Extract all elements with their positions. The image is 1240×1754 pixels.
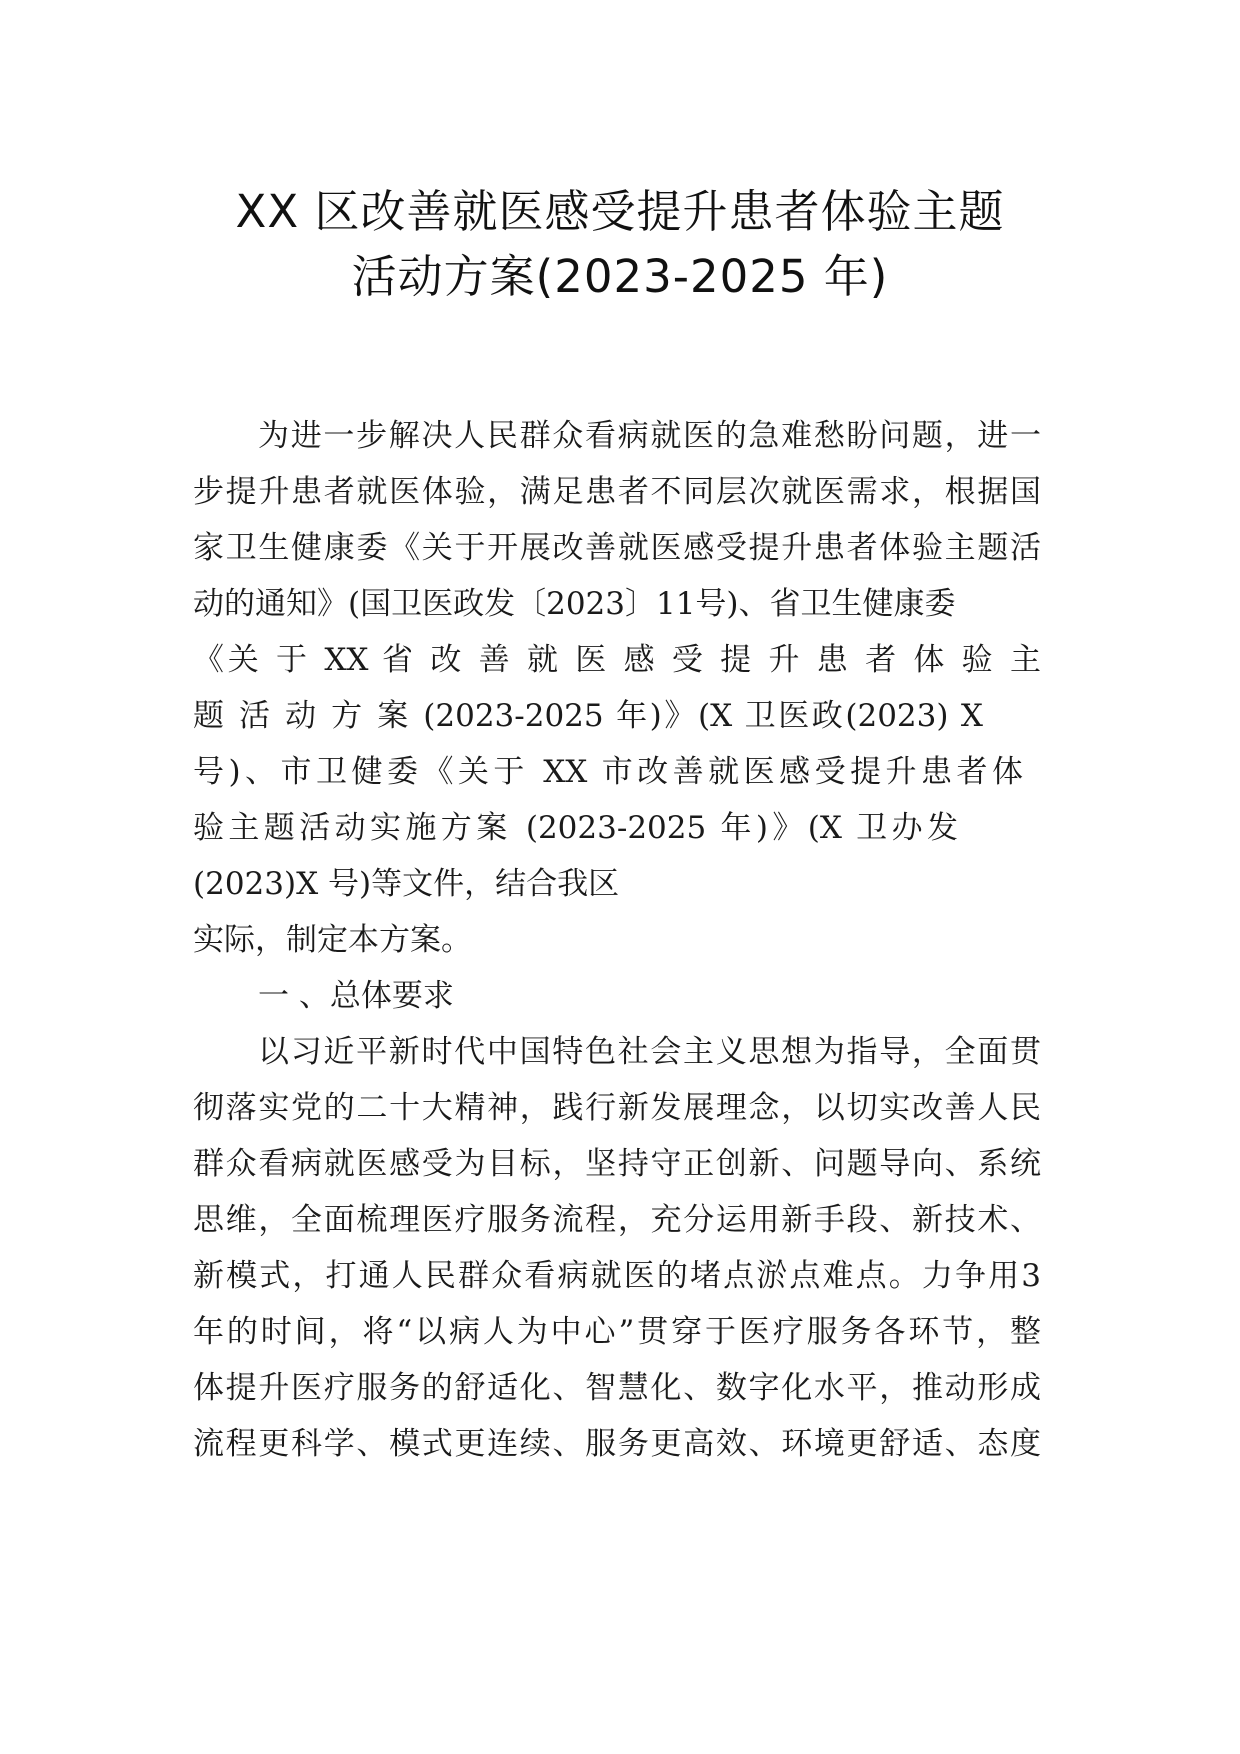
- paragraph-line: 思维，全面梳理医疗服务流程，充分运用新手段、新技术、: [193, 1202, 1041, 1238]
- paragraph-line: 流程更科学、模式更连续、服务更高效、环境更舒适、态度: [193, 1426, 1041, 1462]
- document-title-line-1: XX 区改善就医感受提升患者体验主题: [235, 185, 1005, 238]
- document-title-line-2: 活动方案(2023-2025 年): [351, 250, 889, 303]
- section-heading: 一 、总体要求: [258, 978, 454, 1014]
- paragraph-line: 彻落实党的二十大精神，践行新发展理念，以切实改善人民: [193, 1090, 1041, 1126]
- paragraph-line: (2023)X 号)等文件，结合我区: [193, 866, 620, 902]
- paragraph-line: 以习近平新时代中国特色社会主义思想为指导，全面贯: [258, 1034, 1041, 1070]
- paragraph-line: 为进一步解决人民群众看病就医的急难愁盼问题，进一: [258, 418, 1041, 454]
- paragraph-line: 《关 于 XX 省 改 善 就 医 感 受 提 升 患 者 体 验 主: [193, 642, 1041, 678]
- paragraph-line: 新模式，打通人民群众看病就医的堵点淤点难点。力争用3: [193, 1258, 1041, 1294]
- paragraph-line: 动的通知》(国卫医政发〔2023〕11号)、省卫生健康委: [193, 586, 956, 622]
- paragraph-line: 实际，制定本方案。: [193, 922, 472, 958]
- paragraph-line: 验主题活动实施方案 (2023-2025 年)》(X 卫办发: [193, 810, 958, 846]
- paragraph-line: 家卫生健康委《关于开展改善就医感受提升患者体验主题活: [193, 530, 1041, 566]
- paragraph-line: 号)、市卫健委《关于 XX 市改善就医感受提升患者体: [193, 754, 1023, 790]
- paragraph-line: 体提升医疗服务的舒适化、智慧化、数字化水平，推动形成: [193, 1370, 1041, 1406]
- paragraph-line: 步提升患者就医体验，满足患者不同层次就医需求，根据国: [193, 474, 1041, 510]
- paragraph-line: 题 活 动 方 案 (2023-2025 年)》(X 卫医政(2023) X: [193, 698, 983, 734]
- paragraph-line: 年的时间，将“以病人为中心”贯穿于医疗服务各环节，整: [193, 1314, 1041, 1350]
- paragraph-line: 群众看病就医感受为目标，坚持守正创新、问题导向、系统: [193, 1146, 1041, 1182]
